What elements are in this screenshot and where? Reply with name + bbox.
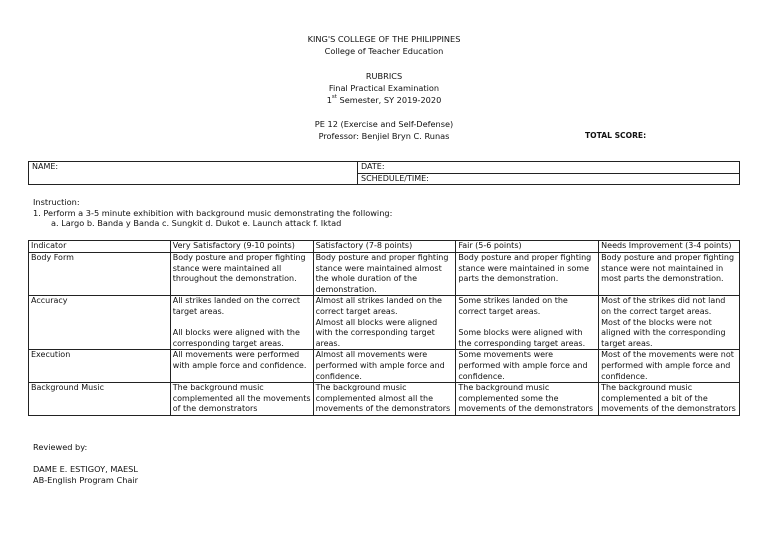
name-field[interactable]: NAME: [29, 162, 358, 185]
criteria-cell: Almost all strikes landed on the correct target areas. Almost all blocks were aligned with the corresponding target areas. [313, 296, 456, 350]
course-title: PE 12 (Exercise and Self-Defense) [314, 119, 454, 129]
rubric-header-cell: Very Satisfactory (9-10 points) [170, 241, 313, 253]
exam-title: Final Practical Examination [328, 83, 440, 93]
rubric-header-cell: Fair (5-6 points) [456, 241, 599, 253]
criteria-cell: Some strikes landed on the correct target areas. Some blocks were aligned with the corresponding target areas. [456, 296, 599, 350]
criteria-cell: Body posture and proper fighting stance were not maintained in most parts the demonstration. [599, 253, 740, 296]
rubric-row-body-form [29, 253, 740, 296]
indicator-cell: Accuracy [29, 296, 171, 350]
criteria-cell: Most of the strikes did not land on the correct target areas. Most of the blocks were not aligned with the corresponding target areas. [599, 296, 740, 350]
criteria-cell: All strikes landed on the correct target areas. All blocks were aligned with the corresponding target areas. [170, 296, 313, 350]
semester-suffix: st [331, 94, 337, 100]
rubric-header-cell: Indicator [29, 241, 171, 253]
indicator-cell: Body Form [29, 253, 171, 296]
reviewer-name: DAME E. ESTIGOY, MAESL [33, 464, 138, 474]
criteria-cell: The background music complemented a bit of the movements of the demonstrators [599, 383, 740, 416]
instruction-heading: Instruction: [33, 197, 80, 207]
instruction-item: 1. Perform a 3-5 minute exhibition with background music demonstrating the following: [33, 208, 393, 218]
indicator-cell: Execution [29, 350, 171, 383]
criteria-cell: Almost all movements were performed with ample force and confidence. [313, 350, 456, 383]
date-field[interactable]: DATE: [358, 162, 740, 174]
total-score-label: TOTAL SCORE: [585, 131, 647, 140]
schedule-field[interactable]: SCHEDULE/TIME: [358, 173, 740, 185]
criteria-cell: Most of the movements were not performed with ample force and confidence. [599, 350, 740, 383]
semester-line [0, 94, 768, 106]
criteria-cell: The background music complemented almost all the movements of the demonstrators [313, 383, 456, 416]
criteria-cell: Body posture and proper fighting stance were maintained in some parts the demonstration. [456, 253, 599, 296]
student-info-table [28, 161, 740, 185]
reviewed-by-label: Reviewed by: [33, 442, 88, 452]
rubric-header-cell: Needs Improvement (3-4 points) [599, 241, 740, 253]
criteria-cell: All movements were performed with ample force and confidence. [170, 350, 313, 383]
college-name: College of Teacher Education [324, 46, 444, 56]
rubric-header-cell: Satisfactory (7-8 points) [313, 241, 456, 253]
instruction-subitems: a. Largo b. Banda y Banda c. Sungkit d. Dukot e. Launch attack f. Iktad [51, 218, 342, 228]
criteria-cell: The background music complemented some the movements of the demonstrators [456, 383, 599, 416]
semester-number: 1 [326, 95, 332, 105]
indicator-cell: Background Music [29, 383, 171, 416]
reviewer-title: AB-English Program Chair [33, 475, 139, 485]
rubric-header-row [29, 241, 740, 253]
institution-name: KING'S COLLEGE OF THE PHILIPPINES [307, 34, 461, 44]
professor-name: Professor: Benjiel Bryn C. Runas [318, 131, 450, 141]
semester-text: Semester, SY 2019-2020 [336, 95, 442, 105]
criteria-cell: Body posture and proper fighting stance were maintained almost the whole duration of the demonstration. [313, 253, 456, 296]
rubric-table [28, 240, 740, 416]
rubric-row-accuracy [29, 296, 740, 350]
rubric-row-execution [29, 350, 740, 383]
criteria-cell: The background music complemented all the movements of the demonstrators [170, 383, 313, 416]
criteria-cell: Body posture and proper fighting stance were maintained all throughout the demonstration. [170, 253, 313, 296]
rubric-row-background-music [29, 383, 740, 416]
document-type: RUBRICS [365, 71, 403, 81]
criteria-cell: Some movements were performed with ample force and confidence. [456, 350, 599, 383]
